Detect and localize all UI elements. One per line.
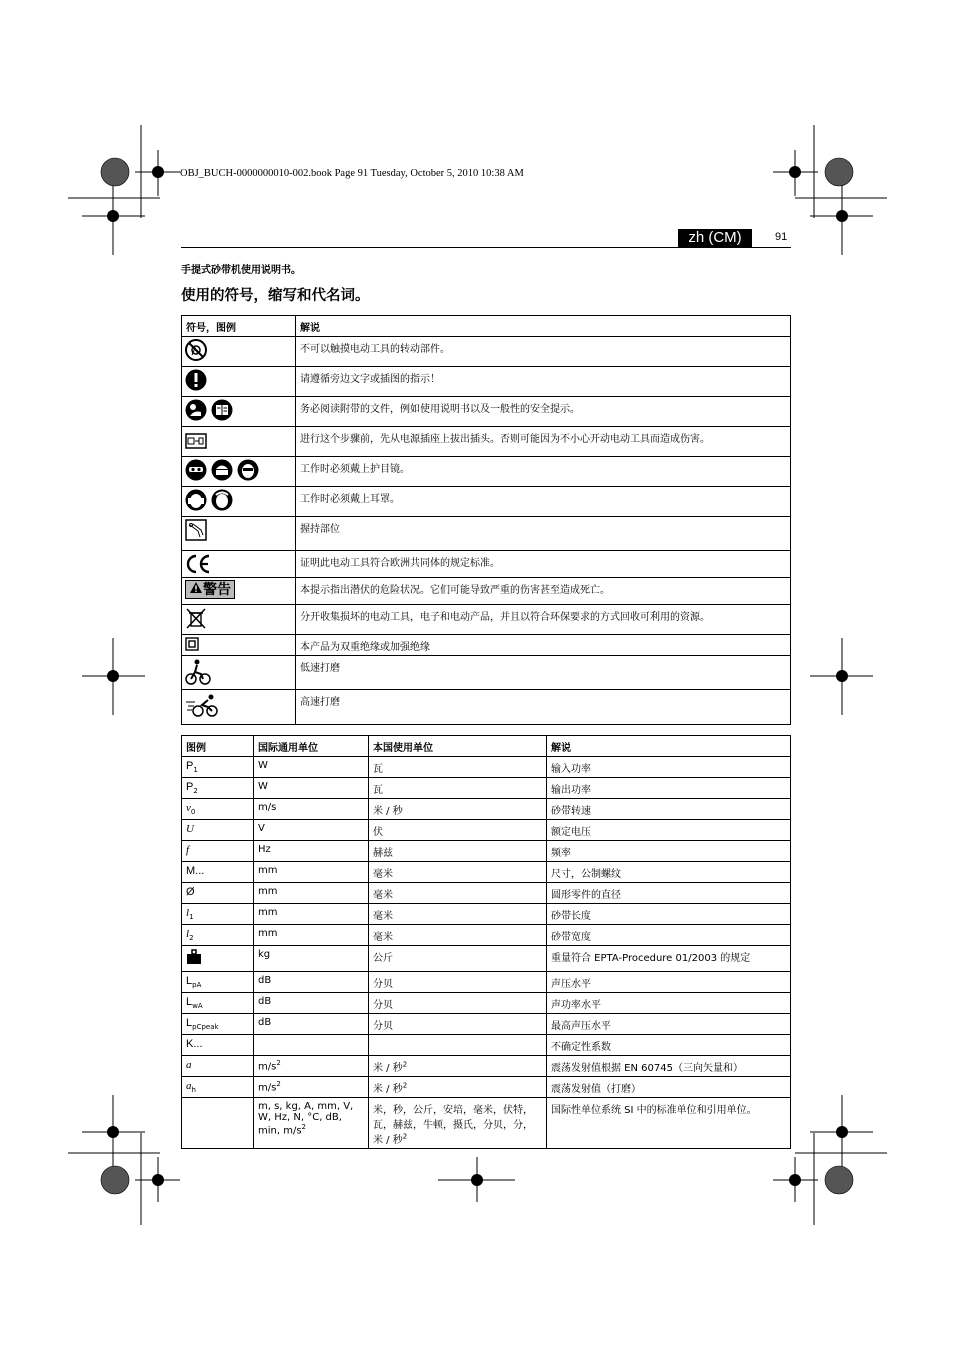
units-international-cell (254, 972, 369, 993)
symbols-table-body (182, 337, 791, 725)
units-international-cell-text: mm (258, 865, 278, 876)
units-row (182, 904, 791, 925)
units-row (182, 778, 791, 799)
units-national-cell-text: 分贝 (373, 1000, 393, 1011)
units-explanation-cell (547, 904, 791, 925)
symbols-text-cell: 证明此电动工具符合欧洲共同体的规定标准。 (296, 551, 791, 578)
units-international-cell-superscript: 2 (276, 1059, 281, 1067)
units-row (182, 972, 791, 993)
units-international-cell (254, 946, 369, 972)
units-row (182, 820, 791, 841)
units-explanation-cell-text: 尺寸，公制螺纹 (551, 869, 621, 880)
units-row (182, 799, 791, 820)
symbols-row (182, 457, 791, 487)
symbols-row (182, 337, 791, 367)
units-national-cell (369, 1077, 547, 1098)
symbols-row (182, 635, 791, 656)
units-row (182, 883, 791, 904)
units-symbol-subscript: 1 (193, 766, 198, 774)
units-row (182, 862, 791, 883)
units-symbol-subscript: pA (192, 981, 202, 989)
symbols-row (182, 397, 791, 427)
units-explanation-cell-text: 国际性单位系统 SI 中的标准单位和引用单位。 (551, 1105, 757, 1116)
units-national-cell-superscript: 2 (402, 1081, 408, 1090)
symbols-row (182, 517, 791, 551)
units-symbol: U (186, 823, 194, 835)
units-international-cell-text: dB (258, 975, 272, 986)
units-national-cell (369, 946, 547, 972)
symbols-text-cell: 握持部位 (296, 517, 791, 551)
units-symbol-cell (182, 757, 254, 778)
units-row (182, 841, 791, 862)
low-speed-icon (185, 658, 292, 686)
symbols-icon-cell (182, 605, 296, 635)
units-explanation-cell (547, 925, 791, 946)
units-explanation-cell-text: 震荡发射值根据 EN 60745（三向矢量和） (551, 1063, 743, 1074)
units-explanation-cell (547, 1035, 791, 1056)
units-national-cell-text: 米 / 秒 (373, 1084, 403, 1095)
exclamation-icon (185, 369, 292, 391)
units-national-cell-text: 毫米 (373, 932, 393, 943)
units-international-cell (254, 862, 369, 883)
read-manual-icon (185, 399, 292, 421)
units-symbol-subscript: h (191, 1086, 196, 1094)
units-international-cell (254, 820, 369, 841)
units-international-cell-superscript: 2 (301, 1123, 307, 1131)
units-symbol-cell (182, 820, 254, 841)
eye-protection-icon (185, 459, 292, 481)
double-insulation-icon (185, 637, 292, 651)
symbols-text-cell: 本提示指出潜伏的危险状况。它们可能导致严重的伤害甚至造成死亡。 (296, 578, 791, 605)
units-explanation-cell (547, 1098, 791, 1149)
units-national-cell (369, 757, 547, 778)
units-symbol-cell (182, 993, 254, 1014)
units-header-international: 国际通用单位 (254, 736, 369, 757)
units-international-cell-text: mm (258, 907, 278, 918)
units-symbol-cell (182, 862, 254, 883)
units-national-cell (369, 925, 547, 946)
units-international-cell (254, 1077, 369, 1098)
no-touch-rotating-parts-icon (185, 339, 292, 361)
units-explanation-cell-text: 砂带长度 (551, 911, 591, 922)
units-explanation-cell (547, 862, 791, 883)
units-international-cell-text: Hz (258, 844, 271, 855)
units-international-cell (254, 904, 369, 925)
units-symbol-cell (182, 1098, 254, 1149)
units-international-cell-text: dB (258, 996, 272, 1007)
units-national-cell (369, 799, 547, 820)
units-national-cell-text: 伏 (373, 827, 383, 838)
units-national-cell-text: 公斤 (373, 953, 393, 964)
units-symbol: P (186, 781, 194, 793)
units-international-cell (254, 1098, 369, 1149)
symbols-header-explanation: 解说 (296, 316, 791, 337)
units-symbol-cell (182, 972, 254, 993)
symbols-row (182, 367, 791, 397)
units-national-cell-superscript: 2 (402, 1132, 408, 1141)
symbols-text-cell: 工作时必须戴上耳罩。 (296, 487, 791, 517)
units-symbol: a (186, 1059, 192, 1071)
units-row (182, 1077, 791, 1098)
units-symbol: l (186, 907, 190, 919)
units-row (182, 946, 791, 972)
units-national-cell (369, 841, 547, 862)
units-national-cell-text: 瓦 (373, 764, 383, 775)
units-international-cell (254, 883, 369, 904)
units-national-cell (369, 972, 547, 993)
units-explanation-cell-text: 不确定性系数 (551, 1042, 611, 1053)
units-explanation-cell (547, 1014, 791, 1035)
units-explanation-cell (547, 757, 791, 778)
units-international-cell (254, 925, 369, 946)
units-explanation-cell-text: 声压水平 (551, 979, 591, 990)
units-explanation-cell-text: 砂带转速 (551, 806, 591, 817)
units-symbol: P (186, 760, 194, 772)
symbols-header-symbol: 符号，图例 (182, 316, 296, 337)
units-national-cell-text: 米 / 秒 (373, 1063, 403, 1074)
units-international-cell-text: W (258, 781, 268, 792)
units-symbol-cell (182, 883, 254, 904)
print-header: OBJ_BUCH-0000000010-002.book Page 91 Tuesday, October 5, 2010 10:38 AM (180, 168, 524, 179)
units-international-cell (254, 778, 369, 799)
symbols-text-cell: 分开收集损坏的电动工具，电子和电动产品，并且以符合环保要求的方式回收可利用的资源。 (296, 605, 791, 635)
language-badge: zh (CM) (678, 229, 752, 247)
units-international-cell (254, 841, 369, 862)
units-international-cell-text: kg (258, 949, 271, 960)
units-international-cell-text: mm (258, 928, 278, 939)
units-symbol-cell (182, 904, 254, 925)
units-national-cell-text: 分贝 (373, 979, 393, 990)
units-explanation-cell (547, 946, 791, 972)
symbols-row (182, 487, 791, 517)
units-table (181, 735, 791, 1149)
symbols-text-cell: 不可以触摸电动工具的转动部件。 (296, 337, 791, 367)
units-explanation-cell (547, 778, 791, 799)
units-national-cell (369, 883, 547, 904)
units-symbol: Ø (186, 886, 195, 898)
units-national-cell-text: 毫米 (373, 911, 393, 922)
units-international-cell (254, 993, 369, 1014)
units-international-cell-superscript: 2 (276, 1080, 281, 1088)
symbols-icon-cell (182, 578, 296, 605)
units-symbol: a (186, 1080, 192, 1092)
units-national-cell (369, 904, 547, 925)
units-national-cell (369, 1014, 547, 1035)
symbols-icon-cell (182, 457, 296, 487)
units-explanation-cell-text: 震荡发射值（打磨） (551, 1084, 641, 1095)
symbols-icon-cell (182, 367, 296, 397)
symbols-text-cell: 高速打磨 (296, 690, 791, 725)
unplug-icon (185, 429, 292, 451)
symbols-icon-cell (182, 517, 296, 551)
units-international-cell (254, 757, 369, 778)
symbols-icon-cell (182, 427, 296, 457)
units-national-cell-text: 米，秒，公斤，安培，毫米，伏特，瓦，赫兹，牛顿，摄氏，分贝，分，米 / 秒 (373, 1105, 533, 1146)
units-symbol-cell (182, 1077, 254, 1098)
units-symbol-cell (182, 778, 254, 799)
document-subtitle: 手提式砂带机使用说明书。 (181, 265, 301, 276)
units-international-cell-text: m, s, kg, A, mm, V, W, Hz, N, °C, dB, min, m/s (258, 1101, 354, 1137)
units-symbol-subscript: wA (192, 1002, 203, 1010)
units-symbol-cell (182, 946, 254, 972)
units-international-cell-text: V (258, 823, 265, 834)
units-explanation-cell (547, 799, 791, 820)
units-national-cell (369, 993, 547, 1014)
units-row (182, 993, 791, 1014)
units-header-national: 本国使用单位 (369, 736, 547, 757)
page-number: 91 (775, 231, 788, 243)
units-symbol-cell (182, 925, 254, 946)
symbols-text-cell: 本产品为双重绝缘或加强绝缘 (296, 635, 791, 656)
units-header-explanation: 解说 (547, 736, 791, 757)
units-explanation-cell-text: 额定电压 (551, 827, 591, 838)
units-explanation-cell-text: 重量符合 EPTA-Procedure 01/2003 的规定 (551, 953, 751, 964)
ear-protection-icon (185, 489, 292, 511)
units-national-cell (369, 862, 547, 883)
symbols-icon-cell (182, 551, 296, 578)
symbols-text-cell: 进行这个步骤前，先从电源插座上拔出插头。否则可能因为不小心开动电动工具而造成伤害。 (296, 427, 791, 457)
units-symbol-subscript: 1 (189, 913, 194, 921)
units-national-cell-text: 米 / 秒 (373, 806, 403, 817)
units-international-cell-text: W (258, 760, 268, 771)
symbols-row (182, 578, 791, 605)
units-international-cell-text: dB (258, 1017, 272, 1028)
symbols-text-cell: 请遵循旁边文字或插图的指示！ (296, 367, 791, 397)
units-symbol: M... (186, 865, 205, 877)
units-national-cell-superscript: 2 (402, 1060, 408, 1069)
units-table-body (182, 757, 791, 1149)
units-symbol: L (186, 1017, 193, 1029)
units-international-cell (254, 799, 369, 820)
units-symbol: l (186, 928, 190, 940)
units-international-cell-text: m/s (258, 802, 277, 813)
symbols-text-cell: 工作时必须戴上护目镜。 (296, 457, 791, 487)
units-national-cell-text: 瓦 (373, 785, 383, 796)
units-explanation-cell (547, 1077, 791, 1098)
units-explanation-cell-text: 频率 (551, 848, 571, 859)
units-explanation-cell (547, 1056, 791, 1077)
units-symbol-subscript: 0 (190, 808, 196, 816)
units-international-cell-text: mm (258, 886, 278, 897)
warning-icon (185, 580, 292, 599)
symbols-row (182, 427, 791, 457)
units-symbol: K... (186, 1038, 203, 1050)
units-international-cell (254, 1056, 369, 1077)
units-symbol-cell (182, 1035, 254, 1056)
units-symbol-cell (182, 799, 254, 820)
symbols-icon-cell (182, 690, 296, 725)
weee-bin-icon (185, 607, 292, 629)
symbols-row (182, 690, 791, 725)
units-symbol: L (186, 996, 193, 1008)
section-title: 使用的符号，缩写和代名词。 (181, 288, 370, 304)
units-row (182, 757, 791, 778)
symbols-row (182, 551, 791, 578)
symbols-icon-cell (182, 656, 296, 690)
units-national-cell-text: 赫兹 (373, 848, 393, 859)
units-explanation-cell-text: 输出功率 (551, 785, 591, 796)
symbols-icon-cell (182, 337, 296, 367)
units-row (182, 1014, 791, 1035)
units-international-cell-text: m/s (258, 1082, 277, 1094)
units-row (182, 1098, 791, 1149)
units-national-cell-text: 毫米 (373, 890, 393, 901)
symbols-text-cell: 低速打磨 (296, 656, 791, 690)
units-row (182, 1056, 791, 1077)
units-national-cell (369, 1035, 547, 1056)
units-header-symbol: 图例 (182, 736, 254, 757)
units-explanation-cell (547, 972, 791, 993)
ce-mark-icon (185, 553, 292, 575)
units-explanation-cell-text: 输入功率 (551, 764, 591, 775)
symbols-table (181, 315, 791, 725)
high-speed-icon (185, 692, 292, 718)
units-international-cell (254, 1035, 369, 1056)
units-explanation-cell (547, 993, 791, 1014)
units-explanation-cell-text: 圆形零件的直径 (551, 890, 621, 901)
units-national-cell (369, 778, 547, 799)
units-international-cell-text: m/s (258, 1061, 277, 1073)
grip-area-icon (185, 519, 292, 541)
symbols-text-cell: 务必阅读附带的文件，例如使用说明书以及一般性的安全提示。 (296, 397, 791, 427)
units-national-cell (369, 1056, 547, 1077)
units-row (182, 1035, 791, 1056)
units-explanation-cell (547, 841, 791, 862)
header-rule (181, 247, 791, 248)
units-national-cell (369, 820, 547, 841)
units-symbol-subscript: 2 (189, 934, 194, 942)
warning-label: 警告 (185, 580, 235, 599)
units-symbol: f (186, 844, 190, 856)
units-national-cell-text: 毫米 (373, 869, 393, 880)
units-symbol-cell (182, 1056, 254, 1077)
units-explanation-cell-text: 最高声压水平 (551, 1021, 611, 1032)
symbols-icon-cell (182, 487, 296, 517)
symbols-row (182, 605, 791, 635)
units-row (182, 925, 791, 946)
units-symbol: v (186, 802, 191, 814)
symbols-icon-cell (182, 397, 296, 427)
units-symbol: L (186, 975, 193, 987)
symbols-row (182, 656, 791, 690)
units-international-cell (254, 1014, 369, 1035)
units-explanation-cell (547, 883, 791, 904)
units-symbol-subscript: pCpeak (192, 1023, 219, 1031)
units-symbol-subscript: 2 (193, 787, 198, 795)
weight-icon (186, 957, 202, 968)
symbols-icon-cell (182, 635, 296, 656)
units-explanation-cell-text: 声功率水平 (551, 1000, 601, 1011)
units-explanation-cell-text: 砂带宽度 (551, 932, 591, 943)
units-national-cell-text: 分贝 (373, 1021, 393, 1032)
units-symbol-cell (182, 1014, 254, 1035)
units-symbol-cell (182, 841, 254, 862)
units-national-cell (369, 1098, 547, 1149)
units-explanation-cell (547, 820, 791, 841)
